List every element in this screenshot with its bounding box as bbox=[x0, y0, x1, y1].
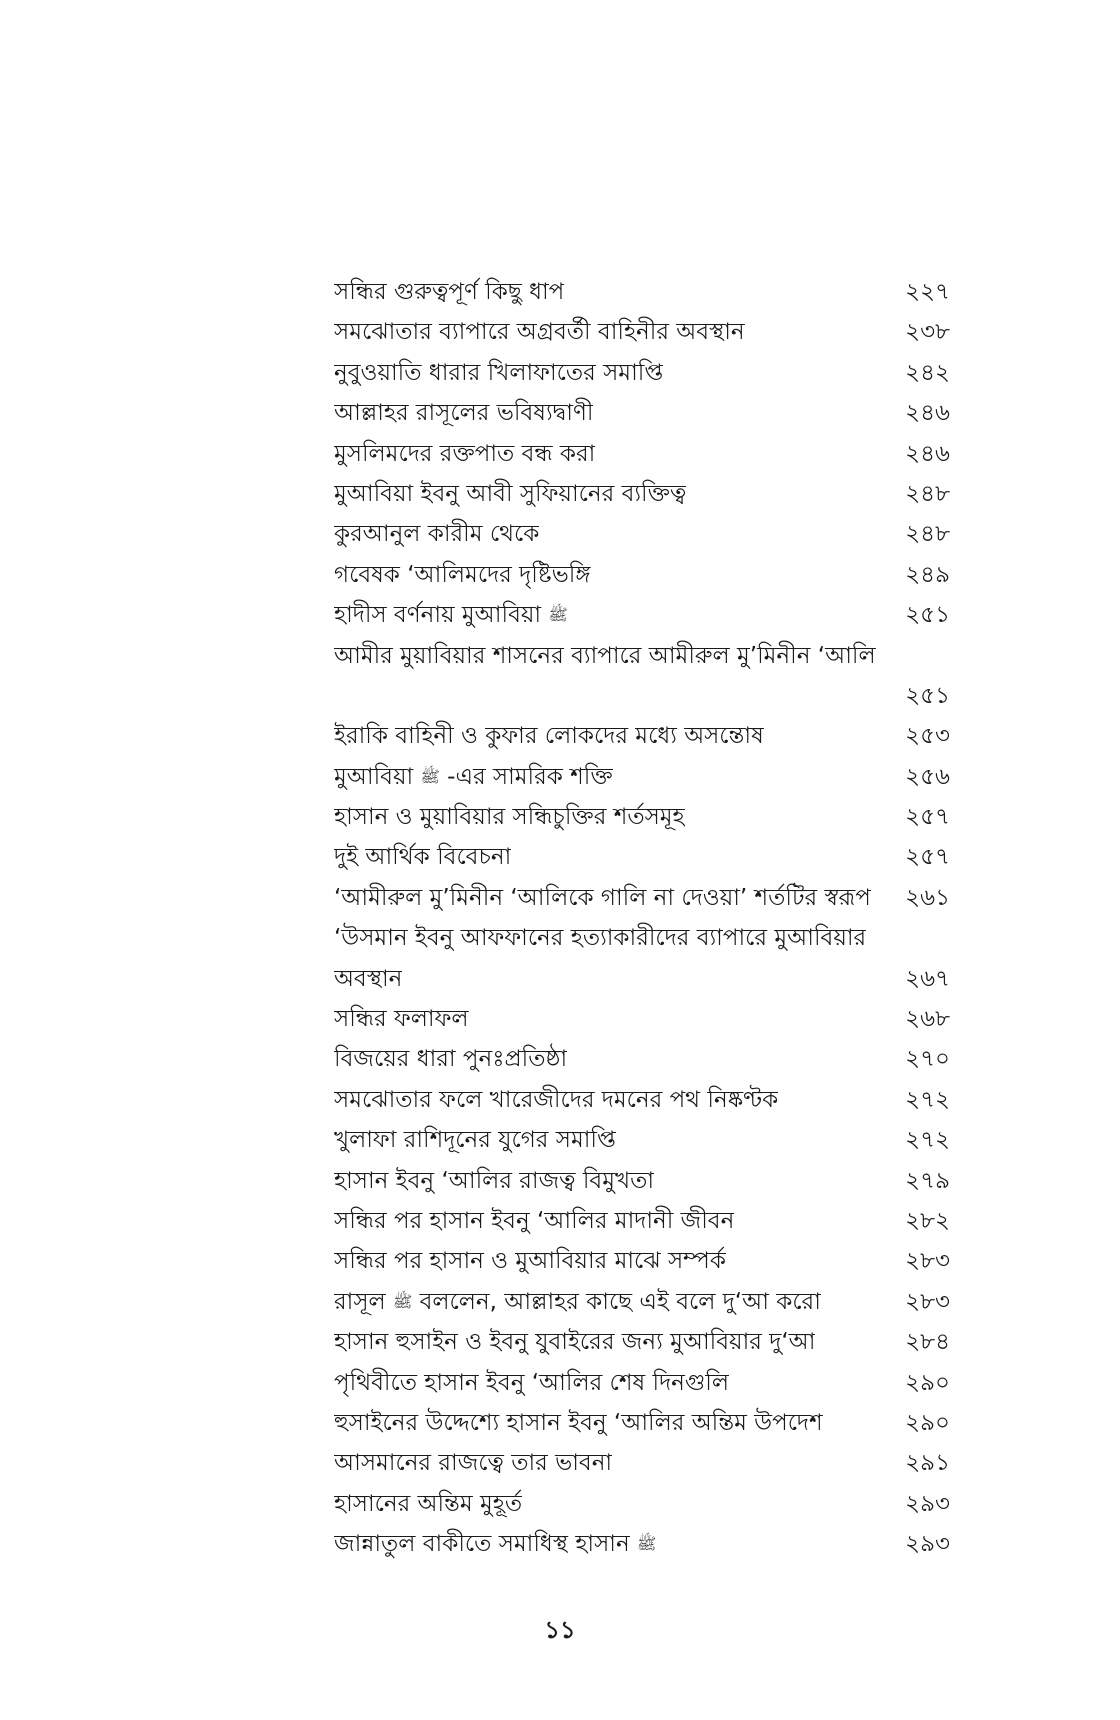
toc-entry-page: ২৯৩ bbox=[905, 1531, 950, 1558]
toc-entry-title bbox=[334, 1484, 522, 1524]
toc-entry-title-text: নুবুওয়াতি ধারার খিলাফাতের সমাপ্তি bbox=[334, 359, 664, 386]
toc-entry bbox=[334, 1524, 950, 1564]
toc-entry-title bbox=[334, 1524, 656, 1564]
toc-entry-title-text: অবস্থান bbox=[334, 965, 403, 992]
toc-entry bbox=[334, 474, 950, 514]
toc-entry bbox=[334, 1120, 950, 1160]
toc-entry-title-text: আমীর মুয়াবিয়ার শাসনের ব্যাপারে আমীরুল মু’মিনীন ‘আলি bbox=[334, 642, 876, 669]
toc-entry-title-text: সন্ধির পর হাসান ও মুআবিয়ার মাঝে সম্পর্ক bbox=[334, 1248, 726, 1275]
toc-entry-page: ২৩৮ bbox=[905, 319, 950, 346]
toc-entry-title bbox=[334, 434, 595, 474]
toc-entry bbox=[334, 1484, 950, 1524]
toc-entry-page: ২৮৩ bbox=[905, 1288, 950, 1315]
toc-entry-title bbox=[334, 1039, 567, 1079]
toc-entry-page: ২৯০ bbox=[905, 1409, 950, 1436]
toc-entry bbox=[334, 1403, 950, 1443]
table-of-contents bbox=[334, 272, 950, 1565]
toc-entry-title bbox=[334, 878, 871, 918]
toc-entry-title bbox=[334, 474, 686, 514]
toc-entry-page: ২৬৭ bbox=[905, 965, 950, 992]
honorific-mark: ﷺ bbox=[392, 1291, 413, 1311]
toc-entry bbox=[334, 837, 950, 877]
toc-entry bbox=[334, 1080, 950, 1120]
toc-entry-page: ২৪২ bbox=[905, 359, 950, 386]
toc-entry bbox=[334, 999, 950, 1039]
toc-entry-title bbox=[334, 716, 764, 756]
toc-entry-title-text: ‘আমীরুল মু’মিনীন ‘আলিকে গালি না দেওয়া’ শর্তটির স্বরূপ bbox=[334, 884, 871, 911]
toc-entry-title-text: পৃথিবীতে হাসান ইবনু ‘আলির শেষ দিনগুলি bbox=[334, 1369, 729, 1396]
toc-entry-title bbox=[334, 1080, 778, 1120]
toc-entry-title bbox=[334, 555, 591, 595]
toc-entry-title-continuation: বললেন, আল্লাহর কাছে এই বলে দু‘আ করো bbox=[419, 1288, 821, 1315]
toc-entry-title-text: হুসাইনের উদ্দেশ্যে হাসান ইবনু ‘আলির অন্তিম উপদেশ bbox=[334, 1409, 823, 1436]
toc-entry-title bbox=[334, 393, 593, 433]
toc-entry-page: ২৭৯ bbox=[905, 1167, 950, 1194]
toc-entry-page: ২৯০ bbox=[905, 1369, 950, 1396]
toc-entry-title-text: মুসলিমদের রক্তপাত বন্ধ করা bbox=[334, 440, 596, 467]
toc-entry bbox=[334, 716, 950, 756]
toc-entry-page: ২৫১ bbox=[905, 602, 950, 629]
toc-entry-page: ২৪৬ bbox=[905, 440, 950, 467]
toc-entry-title-continuation: -এর সামরিক শক্তি bbox=[447, 763, 613, 790]
toc-entry-title bbox=[334, 1322, 815, 1362]
toc-entry-page: ২৭২ bbox=[905, 1127, 950, 1154]
toc-entry-title-text: সমঝোতার ব্যাপারে অগ্রবর্তী বাহিনীর অবস্থান bbox=[334, 319, 745, 346]
toc-entry-title bbox=[334, 636, 876, 676]
toc-entry-title bbox=[334, 797, 685, 837]
toc-entry-title-text: দুই আর্থিক বিবেচনা bbox=[334, 844, 512, 871]
toc-entry-page: ২৯১ bbox=[905, 1450, 950, 1477]
toc-entry-title bbox=[334, 1363, 729, 1403]
toc-entry-title-text: বিজয়ের ধারা পুনঃপ্রতিষ্ঠা bbox=[334, 1046, 568, 1073]
toc-entry-title-text: রাসূল bbox=[334, 1288, 386, 1315]
toc-entry-title-text: কুরআনুল কারীম থেকে bbox=[334, 521, 540, 548]
toc-entry bbox=[334, 757, 950, 797]
toc-entry-page: ২৯৩ bbox=[905, 1490, 950, 1517]
toc-entry bbox=[334, 434, 950, 474]
toc-entry-title-text: সন্ধির গুরুত্বপূর্ণ কিছু ধাপ bbox=[334, 279, 565, 305]
toc-entry bbox=[334, 393, 950, 433]
toc-entry-title bbox=[334, 272, 564, 312]
toc-entry-title-text: হাসান ও মুয়াবিয়ার সন্ধিচুক্তির শর্তসমূহ bbox=[334, 804, 685, 831]
toc-entry-title bbox=[334, 837, 511, 877]
toc-entry-page: ২৪৮ bbox=[905, 480, 950, 507]
toc-entry bbox=[334, 1282, 950, 1322]
toc-entry-title-text: খুলাফা রাশিদূনের যুগের সমাপ্তি bbox=[334, 1127, 616, 1154]
honorific-mark: ﷺ bbox=[637, 1534, 657, 1554]
toc-entry bbox=[334, 636, 950, 676]
toc-entry bbox=[334, 1443, 950, 1483]
toc-entry bbox=[334, 312, 950, 352]
toc-entry-title-text: হাসানের অন্তিম মুহূর্ত bbox=[334, 1490, 523, 1517]
toc-entry bbox=[334, 595, 950, 635]
toc-entry-title-text: হাসান ইবনু ‘আলির রাজত্ব বিমুখতা bbox=[334, 1167, 655, 1194]
toc-entry bbox=[334, 1363, 950, 1403]
toc-entry-page: ২৭০ bbox=[905, 1046, 950, 1073]
toc-entry bbox=[334, 353, 950, 393]
toc-entry-page: ২৬১ bbox=[905, 884, 950, 911]
toc-entry-page: ২৭২ bbox=[905, 1086, 950, 1113]
toc-entry-title-text: জান্নাতুল বাকীতে সমাধিস্থ হাসান bbox=[334, 1531, 630, 1558]
toc-entry bbox=[334, 797, 950, 837]
toc-entry-title-text: সন্ধির পর হাসান ইবনু ‘আলির মাদানী জীবন bbox=[334, 1207, 735, 1234]
toc-entry-title-text: আসমানের রাজত্বে তার ভাবনা bbox=[334, 1450, 613, 1477]
toc-entry-title-text: গবেষক ‘আলিমদের দৃষ্টিভঙ্গি bbox=[334, 561, 591, 588]
toc-entry-title bbox=[334, 1443, 612, 1483]
toc-entry-page: ২৪৯ bbox=[905, 561, 950, 588]
toc-entry-title bbox=[334, 312, 745, 352]
toc-entry-title bbox=[334, 1201, 734, 1241]
toc-entry bbox=[334, 1201, 950, 1241]
toc-entry-page: ২৬৮ bbox=[905, 1006, 950, 1033]
toc-entry-page: ২৮৩ bbox=[905, 1248, 950, 1275]
toc-entry-page: ২৫৩ bbox=[905, 723, 950, 750]
toc-entry-page: ২৫১ bbox=[905, 682, 950, 709]
toc-entry-title bbox=[334, 595, 568, 635]
toc-entry-title bbox=[334, 999, 469, 1039]
page-number: ১১ bbox=[544, 1616, 576, 1644]
toc-entry-title bbox=[334, 1161, 654, 1201]
toc-entry-title bbox=[334, 1282, 821, 1322]
toc-entry-page: ২৮২ bbox=[905, 1207, 950, 1234]
toc-entry bbox=[334, 676, 950, 716]
toc-entry-title bbox=[334, 1241, 726, 1281]
toc-entry-page: ২৮৪ bbox=[905, 1329, 950, 1356]
toc-entry-page: ২৪৮ bbox=[905, 521, 950, 548]
toc-entry bbox=[334, 1161, 950, 1201]
toc-entry-title-text: ‘উসমান ইবনু আফফানের হত্যাকারীদের ব্যাপারে মুআবিয়ার bbox=[334, 925, 867, 952]
toc-entry-page: ২৫৭ bbox=[905, 844, 950, 871]
toc-entry-title bbox=[334, 1403, 823, 1443]
toc-entry-title-text: ইরাকি বাহিনী ও কুফার লোকদের মধ্যে অসন্তোষ bbox=[334, 723, 764, 750]
toc-entry-title-text: সমঝোতার ফলে খারেজীদের দমনের পথ নিষ্কণ্টক bbox=[334, 1086, 779, 1113]
toc-entry-title-text: আল্লাহর রাসূলের ভবিষ্যদ্বাণী bbox=[334, 400, 594, 427]
toc-entry-title-text: মুআবিয়া ইবনু আবী সুফিয়ানের ব্যক্তিত্ব bbox=[334, 480, 687, 507]
toc-entry-title-text: সন্ধির ফলাফল bbox=[334, 1006, 469, 1033]
toc-entry-title bbox=[334, 514, 539, 554]
toc-entry bbox=[334, 555, 950, 595]
toc-entry-title bbox=[334, 1120, 616, 1160]
honorific-mark: ﷺ bbox=[420, 766, 440, 786]
toc-entry-title bbox=[334, 353, 663, 393]
toc-entry-title-text: হাদীস বর্ণনায় মুআবিয়া bbox=[334, 602, 542, 629]
toc-entry-title-text: মুআবিয়া bbox=[334, 763, 414, 790]
toc-entry-page: ২৫৬ bbox=[905, 763, 950, 790]
toc-entry-title bbox=[334, 757, 613, 797]
toc-entry-page: ২২৭ bbox=[905, 279, 950, 305]
toc-entry bbox=[334, 1039, 950, 1079]
toc-entry-page: ২৪৬ bbox=[905, 400, 950, 427]
toc-entry-title bbox=[334, 918, 866, 958]
toc-entry bbox=[334, 959, 950, 999]
toc-entry-page: ২৫৭ bbox=[905, 804, 950, 831]
toc-entry bbox=[334, 1322, 950, 1362]
toc-entry bbox=[334, 878, 950, 918]
toc-entry-title-text: হাসান হুসাইন ও ইবনু যুবাইরের জন্য মুআবিয়ার দু‘আ bbox=[334, 1329, 816, 1356]
toc-entry-title bbox=[334, 959, 402, 999]
toc-entry bbox=[334, 514, 950, 554]
toc-entry bbox=[334, 1241, 950, 1281]
toc-entry bbox=[334, 272, 950, 312]
honorific-mark: ﷺ bbox=[548, 605, 568, 625]
toc-entry bbox=[334, 918, 950, 958]
